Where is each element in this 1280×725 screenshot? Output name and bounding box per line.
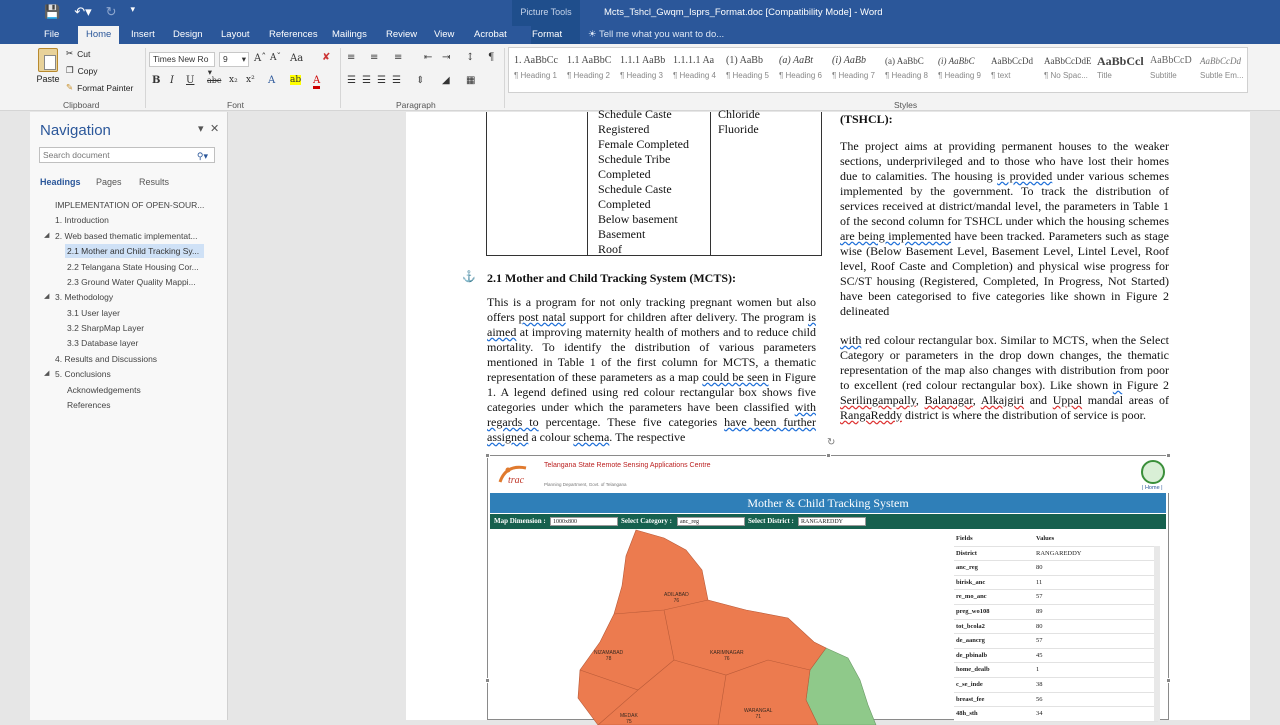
- value-cell: 34: [1036, 710, 1043, 718]
- ribbon: [0, 44, 1280, 111]
- category-select: anc_reg: [677, 517, 745, 526]
- style-heading-6[interactable]: [776, 51, 830, 91]
- style-sample: 1.1 AaBbC: [567, 55, 612, 66]
- style-heading-7[interactable]: [829, 51, 883, 91]
- copy-icon: ❐: [66, 65, 74, 75]
- value-cell: 11: [1036, 578, 1043, 586]
- select-category-label: Select Category :: [621, 517, 672, 525]
- mcts-paragraph: [487, 295, 816, 445]
- decrease-indent-icon[interactable]: ⇤: [424, 52, 433, 63]
- tab-home[interactable]: Home: [78, 26, 119, 44]
- style-name: ¶ Heading 3: [620, 71, 663, 80]
- tab-layout[interactable]: Layout: [221, 29, 250, 40]
- style-name: Title: [1097, 71, 1112, 80]
- style-name: ¶ Heading 5: [726, 71, 769, 80]
- text-run: a colour: [528, 430, 574, 444]
- field-cell: preg_wo108: [956, 607, 990, 615]
- nav-heading-item-selected[interactable]: 2.1 Mother and Child Tracking Sy...: [65, 244, 204, 258]
- rotate-handle-icon[interactable]: ↻: [827, 437, 836, 448]
- anchor-icon[interactable]: ⚓: [462, 271, 476, 283]
- table-row: [954, 678, 1158, 693]
- ribbon-tabs: [0, 26, 1280, 44]
- text-run: schema: [573, 430, 610, 444]
- table-cell: Female Completed: [598, 137, 689, 151]
- value-cell: 45: [1036, 651, 1043, 659]
- style-name: ¶ Heading 2: [567, 71, 610, 80]
- style-sample: (i) AaBbC: [938, 56, 975, 66]
- nav-heading-item[interactable]: 4. Results and Discussions: [55, 354, 158, 364]
- text-effects-icon[interactable]: A: [268, 75, 276, 86]
- chevron-down-icon[interactable]: ▾: [198, 123, 204, 135]
- table-row: [954, 605, 1158, 620]
- tab-headings[interactable]: Headings: [40, 177, 81, 187]
- field-cell: District: [956, 549, 977, 557]
- table-row: [954, 634, 1158, 649]
- text-run: Uppal: [1052, 393, 1083, 407]
- map-label-adilabad: [664, 592, 689, 604]
- grow-font-icon[interactable]: Aˆ: [254, 53, 267, 64]
- picture-tools-label: Picture Tools: [520, 7, 572, 17]
- table-cell: Registered: [598, 122, 650, 136]
- font-color-icon[interactable]: A: [313, 75, 320, 89]
- table-cell: Roof: [598, 242, 622, 256]
- title-bar: [0, 0, 1280, 26]
- subscript-icon[interactable]: x₂: [229, 75, 238, 85]
- superscript-icon[interactable]: x²: [246, 75, 255, 85]
- text-run: Balanagar: [924, 393, 973, 407]
- style-heading-3[interactable]: [617, 51, 671, 91]
- nav-heading-item[interactable]: IMPLEMENTATION OF OPEN-SOUR...: [55, 200, 205, 210]
- style-heading-9[interactable]: [935, 51, 989, 91]
- table-scrollbar: [1154, 546, 1160, 721]
- text-run: could be seen: [702, 370, 769, 384]
- divider: [340, 48, 341, 108]
- value-cell: 89: [1036, 607, 1043, 615]
- nav-heading-item[interactable]: 3.1 User layer: [67, 308, 120, 318]
- text-run: in Figure 1. A legend defined using red colour rectangular box shows five categories under which the parameters have been classified: [487, 370, 816, 414]
- map-label-name: MEDAK: [620, 713, 638, 719]
- redo-icon[interactable]: ↻: [105, 4, 117, 19]
- text-run: support for children after delivery. The program: [565, 310, 808, 324]
- field-cell: anc_reg: [956, 564, 978, 572]
- tab-design[interactable]: Design: [173, 29, 203, 40]
- tab-mailings[interactable]: Mailings: [332, 29, 367, 40]
- text-run: with: [840, 333, 862, 347]
- nav-heading-item[interactable]: 2. Web based thematic implementat...: [55, 231, 198, 241]
- text-run: red colour rectangular box. Similar to MCTS, when the Select Category or parameters in the drop down changes, the thematic representation of the map also changes with distribution from poor to excellent (red colour rectangular box). Like shown: [840, 333, 1169, 392]
- undo-icon[interactable]: ↶▾: [74, 4, 92, 19]
- map-region-orange: [578, 530, 826, 725]
- text-run: Serilingampally: [840, 393, 916, 407]
- italic-button[interactable]: I: [170, 75, 174, 86]
- field-cell: de_aancrg: [956, 637, 985, 645]
- style-name: Subtle Em...: [1200, 71, 1244, 80]
- style-sample: AaBbCcDd: [1200, 56, 1241, 66]
- text-run: are being implemented: [840, 229, 951, 243]
- navigation-pane: [30, 112, 228, 720]
- multilevel-list-icon[interactable]: ≡: [394, 52, 403, 63]
- clipboard-group-label: Clipboard: [63, 100, 100, 110]
- map-label-warangal: [744, 708, 772, 720]
- tab-format[interactable]: Format: [531, 26, 580, 44]
- text-run: post natal: [518, 310, 566, 324]
- table-header: Fields: [956, 535, 973, 542]
- tab-file[interactable]: File: [44, 29, 60, 40]
- text-run: This is a program for not only tracking pregnant women but also offers: [487, 295, 816, 324]
- style-sample: 1. AaBbCc: [514, 55, 558, 66]
- value-cell: 1: [1036, 666, 1040, 674]
- text-run: percentage. These five categories: [538, 415, 725, 429]
- tab-review[interactable]: Review: [386, 29, 418, 40]
- text-run: . The respective: [609, 430, 686, 444]
- value-cell: 80: [1036, 622, 1043, 630]
- justify-icon[interactable]: ☰: [392, 75, 401, 86]
- align-right-icon[interactable]: ☰: [377, 75, 386, 86]
- style-sample: (i) AaBb: [832, 55, 866, 66]
- tell-me-box[interactable]: [588, 26, 724, 44]
- sort-icon[interactable]: ↕: [466, 52, 475, 63]
- font-group-label: Font: [227, 100, 245, 110]
- text-run: Figure 2: [1122, 378, 1169, 392]
- value-cell: RANGAREDDY: [1036, 549, 1082, 557]
- text-run: is aimed: [487, 310, 816, 339]
- trac-logo: [496, 462, 534, 486]
- search-input[interactable]: [39, 147, 215, 163]
- nav-heading-item[interactable]: 3.3 Database layer: [67, 338, 139, 348]
- section-heading-mcts: 2.1 Mother and Child Tracking System (MCTS):: [487, 271, 737, 285]
- line-spacing-icon[interactable]: ⇕: [416, 75, 425, 86]
- map-dimension-select: 1000x800: [550, 517, 618, 526]
- cut-label: Cut: [77, 48, 91, 59]
- shrink-font-icon[interactable]: Aˇ: [270, 53, 281, 63]
- figure-header: [488, 456, 1170, 493]
- quick-access-toolbar: [44, 4, 135, 20]
- text-run: under various schemes implemented by the government. To track the distribution of services received at district/mandal level, the parameters in Table 1 of the second column for TSHCL under which the housing schemes: [840, 169, 1169, 228]
- style-name: ¶ Heading 1: [514, 71, 557, 80]
- field-cell: 48h_sth: [956, 710, 978, 718]
- table-cell: Chloride: [718, 107, 760, 121]
- table-cell: Schedule Tribe: [598, 152, 671, 166]
- tab-insert[interactable]: Insert: [131, 29, 155, 40]
- state-emblem-icon: [1141, 460, 1165, 484]
- style-subtle-emphasis[interactable]: [1197, 51, 1247, 91]
- style-name: ¶ text: [991, 71, 1011, 80]
- value-cell: 57: [1036, 593, 1043, 601]
- text-run: in: [1112, 378, 1123, 392]
- table-row: [954, 620, 1158, 635]
- numbering-icon[interactable]: ≡: [370, 52, 379, 63]
- clear-formatting-icon[interactable]: ✘: [322, 52, 331, 63]
- style-heading-2[interactable]: [564, 51, 618, 91]
- font-name-value: Times New Ro: [153, 54, 209, 64]
- collapse-triangle-icon[interactable]: ◢: [44, 293, 50, 300]
- table-cell: Fluoride: [718, 122, 759, 136]
- resize-handle[interactable]: [485, 453, 490, 458]
- department-name: Planning Department, Govt. of Telangana: [544, 482, 627, 487]
- table-row: [954, 693, 1158, 708]
- logo-text: trac: [508, 475, 525, 486]
- increase-indent-icon[interactable]: ⇥: [442, 52, 451, 63]
- value-cell: 80: [1036, 564, 1043, 572]
- style-name: ¶ Heading 9: [938, 71, 981, 80]
- search-icon[interactable]: ⚲▾: [196, 151, 208, 161]
- strikethrough-icon[interactable]: abc: [207, 76, 222, 85]
- table-row: [954, 590, 1158, 605]
- divider: [145, 48, 146, 108]
- map-label-name: KARIMNAGAR: [710, 650, 744, 656]
- table-cell: Schedule Caste: [598, 107, 672, 121]
- style-name: ¶ Heading 4: [673, 71, 716, 80]
- field-cell: c_se_inde: [956, 680, 983, 688]
- map-label-medak: [620, 713, 638, 725]
- copy-button[interactable]: [66, 65, 97, 76]
- copy-label: Copy: [77, 65, 98, 76]
- navigation-title: Navigation: [40, 122, 111, 139]
- text-run: Alkajgiri: [980, 393, 1025, 407]
- style-sample: (a) AaBt: [779, 55, 813, 66]
- text-run: district is where the distribution of service is poor.: [902, 408, 1146, 422]
- nav-heading-item[interactable]: 1. Introduction: [55, 215, 109, 225]
- resize-handle[interactable]: [1166, 453, 1171, 458]
- paste-label: Paste: [36, 74, 60, 84]
- table-cell: Schedule Caste: [598, 182, 672, 196]
- resize-handle[interactable]: [1166, 678, 1171, 683]
- style-title[interactable]: [1094, 51, 1148, 91]
- search-placeholder: Search document: [43, 150, 110, 160]
- text-run: is provided: [997, 169, 1053, 183]
- style-sample: 1.1.1.1 Aa: [673, 55, 715, 66]
- field-cell: de_pbinalb: [956, 651, 988, 659]
- left-margin: [0, 112, 30, 720]
- nav-heading-item[interactable]: 3.2 SharpMap Layer: [67, 323, 145, 333]
- text-run: The project aims at providing permanent houses to the weaker sections, underprivileged and to those who have lost their homes due to calamities. The housing: [840, 139, 1169, 183]
- resize-handle[interactable]: [485, 678, 490, 683]
- table-row: [954, 547, 1158, 562]
- map-label-karimnagar: [710, 650, 744, 662]
- tab-results[interactable]: Results: [139, 177, 170, 187]
- save-icon[interactable]: 💾: [44, 4, 61, 19]
- chevron-down-icon: ▾: [207, 67, 212, 77]
- fields-values-table: [954, 532, 1158, 722]
- text-run: mandal areas of: [1082, 393, 1170, 407]
- mcts-banner: Mother & Child Tracking System: [490, 493, 1166, 513]
- text-run: RangaReddy: [840, 408, 902, 422]
- font-size-value: 9: [223, 54, 228, 64]
- map-dimension-label: Map Dimension :: [494, 517, 546, 525]
- style-name: ¶ Heading 7: [832, 71, 875, 80]
- filter-bar: [490, 514, 1166, 529]
- map-label-value: 76: [724, 656, 730, 662]
- style-name: ¶ No Spac...: [1044, 71, 1088, 80]
- scissors-icon: ✂: [66, 48, 74, 58]
- thematic-map: [488, 530, 948, 725]
- borders-icon[interactable]: ▦: [466, 75, 476, 86]
- document-title: Mcts_Tshcl_Gwqm_Isprs_Format.doc [Compatibility Mode] - Word: [604, 7, 883, 18]
- highlight-icon[interactable]: ab: [290, 75, 302, 85]
- map-label-value: 78: [605, 656, 612, 662]
- font-name-box[interactable]: [149, 52, 215, 77]
- format-painter-label: Format Painter: [77, 82, 134, 93]
- map-label-name: NIZAMABAD: [594, 650, 624, 656]
- table-header-row: [954, 532, 1158, 547]
- style-name: Subtitle: [1150, 71, 1177, 80]
- style-sample: AaBbCcD: [1150, 55, 1192, 66]
- styles-gallery[interactable]: [508, 47, 1248, 93]
- bold-button[interactable]: B: [152, 75, 161, 86]
- clipboard-icon: [38, 48, 58, 72]
- show-marks-icon[interactable]: ¶: [488, 52, 495, 63]
- text-run: have been further assigned: [487, 415, 816, 444]
- align-left-icon[interactable]: ☰: [347, 75, 356, 86]
- tell-me-text: Tell me what you want to do...: [599, 29, 725, 40]
- chevron-down-icon: ▾: [241, 54, 246, 64]
- style-sample: (a) AaBbC: [885, 56, 924, 66]
- nav-heading-item[interactable]: 5. Conclusions: [55, 369, 111, 379]
- tab-references[interactable]: References: [269, 29, 318, 40]
- style-subtitle[interactable]: [1147, 51, 1201, 91]
- style-name: ¶ Heading 8: [885, 71, 928, 80]
- cut-button[interactable]: [66, 48, 90, 59]
- align-center-icon[interactable]: ☰: [362, 75, 371, 86]
- change-case-icon[interactable]: Aa: [290, 53, 304, 64]
- nav-heading-item[interactable]: Acknowledgements: [67, 385, 141, 395]
- table-divider: [710, 112, 711, 256]
- paragraph-group-label: Paragraph: [396, 100, 436, 110]
- text-run: ,: [915, 393, 925, 407]
- field-cell: birisk_anc: [956, 578, 986, 586]
- value-cell: 56: [1036, 695, 1043, 703]
- table-cell: Completed: [598, 167, 651, 181]
- nav-heading-item[interactable]: 2.2 Telangana State Housing Cor...: [67, 262, 199, 272]
- organization-name: Telangana State Remote Sensing Applications Centre: [544, 462, 711, 469]
- table-row: [954, 576, 1158, 591]
- style-heading-5[interactable]: [723, 51, 777, 91]
- tab-acrobat[interactable]: Acrobat: [474, 29, 507, 40]
- field-cell: re_mo_anc: [956, 593, 987, 601]
- home-link: | Home |: [1142, 485, 1163, 491]
- bullets-icon[interactable]: ≡: [347, 52, 356, 63]
- style-no-spacing[interactable]: [1041, 51, 1095, 91]
- table-cell: Completed: [598, 197, 651, 211]
- text-run: have been tracked. Parameters such as stage wise (Below Basement Level, Basement Level, Lintel Level, Roof level, Roof Caste and Completion) and physical wise progress for SC/ST housing (Registered, Completed, In Progress, Not Started) have been categorised to five categories like shown in Figure 2 delineated: [840, 229, 1169, 318]
- district-select: RANGAREDDY: [798, 517, 866, 526]
- nav-heading-item[interactable]: References: [67, 400, 111, 410]
- table-row: [954, 561, 1158, 576]
- table-cell: Basement: [598, 227, 646, 241]
- select-district-label: Select District :: [748, 517, 794, 525]
- style-heading-1[interactable]: [511, 51, 565, 91]
- map-label-nizamabad: [594, 650, 623, 662]
- underline-button[interactable]: U: [186, 75, 195, 86]
- divider: [504, 48, 505, 108]
- brush-icon: ✎: [66, 82, 74, 92]
- text-run: with regards to: [487, 400, 816, 429]
- table-row: [954, 707, 1158, 722]
- value-cell: 38: [1036, 680, 1043, 688]
- collapse-triangle-icon[interactable]: ◢: [44, 370, 50, 377]
- table-row: [954, 649, 1158, 664]
- text-run: at improving maternity health of mothers and to reduce child mortality. To identify the distribution of various parameters mentioned in Table 1 of the first column for MCTS, a thematic representation of these parameters as a map: [487, 325, 816, 384]
- style-text[interactable]: [988, 51, 1042, 91]
- close-icon[interactable]: ✕: [210, 123, 220, 135]
- tab-pages[interactable]: Pages: [96, 177, 122, 187]
- paste-button[interactable]: [36, 48, 60, 84]
- resize-handle[interactable]: [826, 453, 831, 458]
- map-label-value: 76: [673, 598, 680, 604]
- style-sample: 1.1.1 AaBb: [620, 55, 666, 66]
- shading-icon[interactable]: ◢: [442, 75, 450, 86]
- lightbulb-icon: ☀: [588, 29, 597, 40]
- section-heading-tshcl: (TSHCL):: [840, 112, 893, 126]
- field-cell: home_dealb: [956, 666, 990, 674]
- style-sample: AaBbCcDdE: [1044, 56, 1092, 66]
- font-size-box[interactable]: [219, 52, 249, 67]
- red-box-paragraph: [840, 333, 1169, 441]
- collapse-triangle-icon[interactable]: ◢: [44, 232, 50, 239]
- nav-heading-item[interactable]: 3. Methodology: [55, 292, 114, 302]
- map-label-value: 71: [755, 714, 761, 720]
- style-heading-8[interactable]: [882, 51, 936, 91]
- map-label-name: ADILABAD: [664, 592, 689, 598]
- mcts-screenshot-figure[interactable]: [487, 455, 1169, 725]
- style-sample: AaBbCcl: [1097, 54, 1144, 68]
- map-label-value: 75: [626, 719, 632, 725]
- nav-heading-item[interactable]: 2.3 Ground Water Quality Mappi...: [67, 277, 196, 287]
- value-cell: 57: [1036, 637, 1043, 645]
- customize-icon[interactable]: ▾: [130, 4, 136, 14]
- tshcl-paragraph: [840, 139, 1169, 322]
- map-label-name: WARANGAL: [744, 708, 773, 714]
- style-heading-4[interactable]: [670, 51, 724, 91]
- style-name: ¶ Heading 6: [779, 71, 822, 80]
- table-divider: [587, 112, 588, 256]
- format-painter-button[interactable]: [66, 82, 133, 93]
- table-row: [954, 663, 1158, 678]
- text-run: ,: [972, 393, 981, 407]
- table-cell: Below basement: [598, 212, 678, 226]
- field-cell: breast_fee: [956, 695, 985, 703]
- styles-group-label: Styles: [894, 100, 918, 110]
- tab-view[interactable]: View: [434, 29, 455, 40]
- style-sample: AaBbCcDd: [991, 56, 1033, 66]
- table-header: Values: [1036, 535, 1055, 542]
- style-sample: (1) AaBb: [726, 55, 763, 66]
- text-run: and: [1024, 393, 1053, 407]
- field-cell: tot_bcola2: [956, 622, 985, 630]
